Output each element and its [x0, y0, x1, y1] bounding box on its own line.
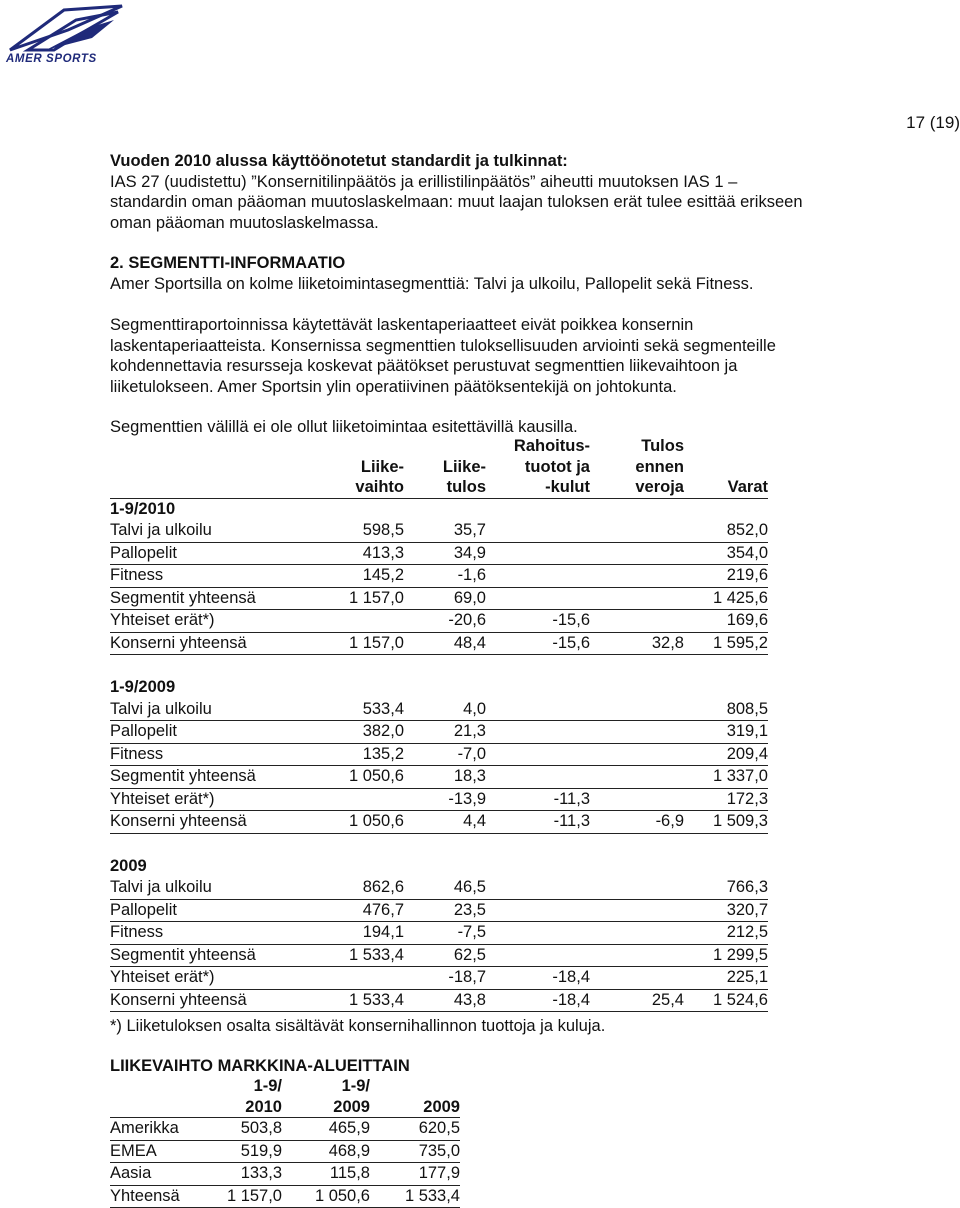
cell-value: 852,0 — [684, 520, 768, 542]
table-row — [110, 1140, 460, 1163]
cell-value: 194,1 — [324, 922, 404, 945]
row-label: EMEA — [110, 1140, 200, 1163]
intro-line: oman pääoman muutoslaskelmassa. — [110, 213, 379, 232]
cell-value: 48,4 — [404, 632, 486, 655]
cell-value — [486, 899, 590, 922]
col-header: Varat — [684, 477, 768, 498]
table-row — [110, 1118, 460, 1141]
table-row — [110, 922, 768, 945]
spacer-row — [110, 655, 768, 678]
spacer-row — [110, 833, 768, 856]
col-header: 1-9/ — [341, 1077, 370, 1095]
cell-value — [590, 520, 684, 542]
cell-value: -6,9 — [590, 811, 684, 834]
cell-value: 598,5 — [324, 520, 404, 542]
segment-section — [110, 253, 870, 438]
segment-table — [110, 436, 768, 1012]
cell-value: 1 533,4 — [324, 989, 404, 1012]
table-row — [110, 1185, 460, 1208]
cell-value — [486, 922, 590, 945]
cell-value — [486, 944, 590, 967]
table-row — [110, 788, 768, 811]
cell-value: 1 425,6 — [684, 587, 768, 610]
cell-value: -20,6 — [404, 610, 486, 633]
cell-value: 808,5 — [684, 699, 768, 721]
row-label: Konserni yhteensä — [110, 632, 324, 655]
row-label: Yhteensä — [110, 1185, 200, 1208]
footnote: *) Liiketuloksen osalta sisältävät konsernihallinnon tuottoja ja kuluja. — [110, 1017, 606, 1035]
cell-value — [486, 587, 590, 610]
table-row — [110, 944, 768, 967]
segment-para-line: kohdennettavia resursseja koskevat päätökset perustuvat segmenttien liikevaihtoon ja — [110, 357, 738, 375]
cell-value: -18,7 — [404, 967, 486, 990]
segment-heading: 2. SEGMENTTI-INFORMAATIO — [110, 254, 346, 272]
col-header: veroja — [590, 477, 684, 498]
table-row — [110, 1163, 460, 1186]
row-label: Konserni yhteensä — [110, 811, 324, 834]
cell-value — [486, 565, 590, 588]
cell-value: -15,6 — [486, 632, 590, 655]
col-header: Liike- — [442, 457, 486, 476]
cell-value: 32,8 — [590, 632, 684, 655]
cell-value: 503,8 — [200, 1118, 282, 1141]
table-row — [110, 766, 768, 789]
cell-value: 21,3 — [404, 721, 486, 744]
cell-value: -15,6 — [486, 610, 590, 633]
cell-value: -11,3 — [486, 788, 590, 811]
page-number: 17 (19) — [906, 113, 960, 132]
cell-value: 1 157,0 — [324, 632, 404, 655]
cell-value: 766,3 — [684, 877, 768, 899]
logo-text: AMER SPORTS — [6, 53, 97, 65]
row-label: Segmentit yhteensä — [110, 944, 324, 967]
cell-value: 319,1 — [684, 721, 768, 744]
cell-value: 225,1 — [684, 967, 768, 990]
section-title: 1-9/2010 — [110, 499, 176, 518]
cell-value — [590, 542, 684, 565]
col-header: Tulos — [641, 437, 684, 455]
col-header: tulos — [404, 477, 486, 498]
cell-value — [590, 967, 684, 990]
market-heading: LIIKEVAIHTO MARKKINA-ALUEITTAIN — [110, 1057, 410, 1075]
cell-value — [590, 587, 684, 610]
logo-mark-icon — [6, 4, 126, 54]
row-label: Fitness — [110, 565, 324, 588]
row-label: Segmentit yhteensä — [110, 587, 324, 610]
cell-value: 169,6 — [684, 610, 768, 633]
col-header: 1-9/ — [253, 1077, 282, 1095]
row-label: Pallopelit — [110, 721, 324, 744]
market-table — [110, 1076, 460, 1208]
cell-value — [486, 743, 590, 766]
table-row — [110, 877, 768, 899]
cell-value: -7,0 — [404, 743, 486, 766]
table-header-row — [110, 457, 768, 478]
cell-value: 69,0 — [404, 587, 486, 610]
row-label: Konserni yhteensä — [110, 989, 324, 1012]
col-header: Rahoitus- — [513, 437, 590, 455]
row-label: Yhteiset erät*) — [110, 788, 324, 811]
cell-value — [590, 944, 684, 967]
col-header: tuotot ja — [524, 457, 590, 476]
cell-value — [590, 788, 684, 811]
segment-note: Segmenttien välillä ei ole ollut liiketoimintaa esitettävillä kausilla. — [110, 418, 578, 436]
cell-value: 862,6 — [324, 877, 404, 899]
cell-value: 219,6 — [684, 565, 768, 588]
cell-value: 1 524,6 — [684, 989, 768, 1012]
cell-value: 145,2 — [324, 565, 404, 588]
section-title: 1-9/2009 — [110, 678, 176, 696]
col-header: 2010 — [200, 1097, 282, 1118]
section-title-row — [110, 856, 768, 878]
cell-value: 209,4 — [684, 743, 768, 766]
cell-value: 1 533,4 — [370, 1185, 460, 1208]
table-row — [110, 967, 768, 990]
cell-value: 1 533,4 — [324, 944, 404, 967]
cell-value: 115,8 — [282, 1163, 370, 1186]
table-row — [110, 899, 768, 922]
cell-value: 1 509,3 — [684, 811, 768, 834]
section-title: 2009 — [110, 856, 147, 875]
cell-value: 413,3 — [324, 542, 404, 565]
col-header — [404, 436, 486, 457]
cell-value — [590, 565, 684, 588]
row-label: Yhteiset erät*) — [110, 967, 324, 990]
cell-value: 177,9 — [370, 1163, 460, 1186]
table-row — [110, 743, 768, 766]
section-title-row — [110, 677, 768, 699]
intro-line: standardin oman pääoman muutoslaskelmaan: muut laajan tuloksen erät tulee esittää erikseen — [110, 193, 803, 211]
section-title-row — [110, 498, 768, 520]
cell-value — [590, 877, 684, 899]
col-header — [684, 436, 768, 457]
row-label: Pallopelit — [110, 542, 324, 565]
cell-value — [324, 788, 404, 811]
cell-value — [590, 899, 684, 922]
segment-para-line: Segmenttiraportoinnissa käytettävät laskentaperiaatteet eivät poikkea konsernin — [110, 316, 694, 334]
table-row — [110, 520, 768, 542]
cell-value: 62,5 — [404, 944, 486, 967]
cell-value: 620,5 — [370, 1118, 460, 1141]
intro-section — [110, 151, 870, 233]
cell-value: 382,0 — [324, 721, 404, 744]
row-label: Aasia — [110, 1163, 200, 1186]
table-header-row — [110, 1097, 460, 1118]
segment-para-line: laskentaperiaatteista. Konsernissa segmenttien tuloksellisuuden arviointi sekä segmenteille — [110, 336, 776, 355]
cell-value: -11,3 — [486, 811, 590, 834]
col-header: 2009 — [370, 1097, 460, 1118]
cell-value: 1 157,0 — [200, 1185, 282, 1208]
col-header — [684, 457, 768, 478]
cell-value: 34,9 — [404, 542, 486, 565]
table-header-row — [110, 436, 768, 457]
table-row — [110, 542, 768, 565]
table-row — [110, 587, 768, 610]
cell-value — [486, 699, 590, 721]
row-label: Fitness — [110, 743, 324, 766]
cell-value — [486, 877, 590, 899]
row-label: Segmentit yhteensä — [110, 766, 324, 789]
cell-value: 46,5 — [404, 877, 486, 899]
cell-value — [590, 922, 684, 945]
row-label: Yhteiset erät*) — [110, 610, 324, 633]
cell-value: 4,4 — [404, 811, 486, 834]
cell-value: 43,8 — [404, 989, 486, 1012]
cell-value: 133,3 — [200, 1163, 282, 1186]
table-row — [110, 632, 768, 655]
row-label: Talvi ja ulkoilu — [110, 877, 324, 899]
intro-heading: Vuoden 2010 alussa käyttöönotetut standardit ja tulkinnat: — [110, 152, 568, 170]
cell-value — [486, 520, 590, 542]
row-label: Talvi ja ulkoilu — [110, 699, 324, 721]
cell-value — [324, 967, 404, 990]
cell-value — [590, 721, 684, 744]
cell-value — [590, 766, 684, 789]
cell-value: 320,7 — [684, 899, 768, 922]
cell-value: -1,6 — [404, 565, 486, 588]
cell-value: 468,9 — [282, 1140, 370, 1163]
col-header — [370, 1076, 460, 1097]
cell-value: 1 299,5 — [684, 944, 768, 967]
cell-value: 1 050,6 — [324, 766, 404, 789]
cell-value: 212,5 — [684, 922, 768, 945]
table-row — [110, 699, 768, 721]
cell-value: 1 050,6 — [282, 1185, 370, 1208]
segment-line: Amer Sportsilla on kolme liiketoimintasegmenttiä: Talvi ja ulkoilu, Pallopelit sekä Fitness. — [110, 274, 754, 293]
cell-value — [590, 699, 684, 721]
cell-value: 519,9 — [200, 1140, 282, 1163]
col-header: -kulut — [486, 477, 590, 498]
cell-value: 172,3 — [684, 788, 768, 811]
cell-value: 465,9 — [282, 1118, 370, 1141]
table-row — [110, 610, 768, 633]
amer-sports-logo — [6, 4, 126, 66]
cell-value — [324, 610, 404, 633]
cell-value: 4,0 — [404, 699, 486, 721]
cell-value: -18,4 — [486, 989, 590, 1012]
cell-value — [590, 743, 684, 766]
cell-value: 25,4 — [590, 989, 684, 1012]
cell-value: 35,7 — [404, 520, 486, 542]
cell-value — [486, 766, 590, 789]
intro-line: IAS 27 (uudistettu) ”Konsernitilinpäätös ja erillistilinpäätös” aiheutti muutoksen IAS 1 – — [110, 172, 738, 191]
row-label: Pallopelit — [110, 899, 324, 922]
cell-value: -13,9 — [404, 788, 486, 811]
cell-value — [590, 610, 684, 633]
cell-value: 1 157,0 — [324, 587, 404, 610]
cell-value: 1 050,6 — [324, 811, 404, 834]
cell-value: -7,5 — [404, 922, 486, 945]
row-label: Fitness — [110, 922, 324, 945]
table-row — [110, 721, 768, 744]
row-label: Amerikka — [110, 1118, 200, 1141]
cell-value: 18,3 — [404, 766, 486, 789]
table-row — [110, 989, 768, 1012]
col-header: ennen — [635, 457, 684, 476]
table-row — [110, 811, 768, 834]
table-header-row — [110, 477, 768, 498]
col-header — [324, 436, 404, 457]
cell-value — [486, 542, 590, 565]
cell-value — [486, 721, 590, 744]
table-header-row — [110, 1076, 460, 1097]
row-label: Talvi ja ulkoilu — [110, 520, 324, 542]
cell-value: 23,5 — [404, 899, 486, 922]
col-header: 2009 — [282, 1097, 370, 1118]
segment-para-line: liiketulokseen. Amer Sportsin ylin operatiivinen päätöksentekijä on johtokunta. — [110, 377, 677, 396]
table-row — [110, 565, 768, 588]
cell-value: 135,2 — [324, 743, 404, 766]
cell-value: 476,7 — [324, 899, 404, 922]
cell-value: 735,0 — [370, 1140, 460, 1163]
cell-value: 1 337,0 — [684, 766, 768, 789]
cell-value: 354,0 — [684, 542, 768, 565]
cell-value: -18,4 — [486, 967, 590, 990]
col-header: Liike- — [360, 457, 404, 476]
col-header: vaihto — [324, 477, 404, 498]
cell-value: 1 595,2 — [684, 632, 768, 655]
cell-value: 533,4 — [324, 699, 404, 721]
